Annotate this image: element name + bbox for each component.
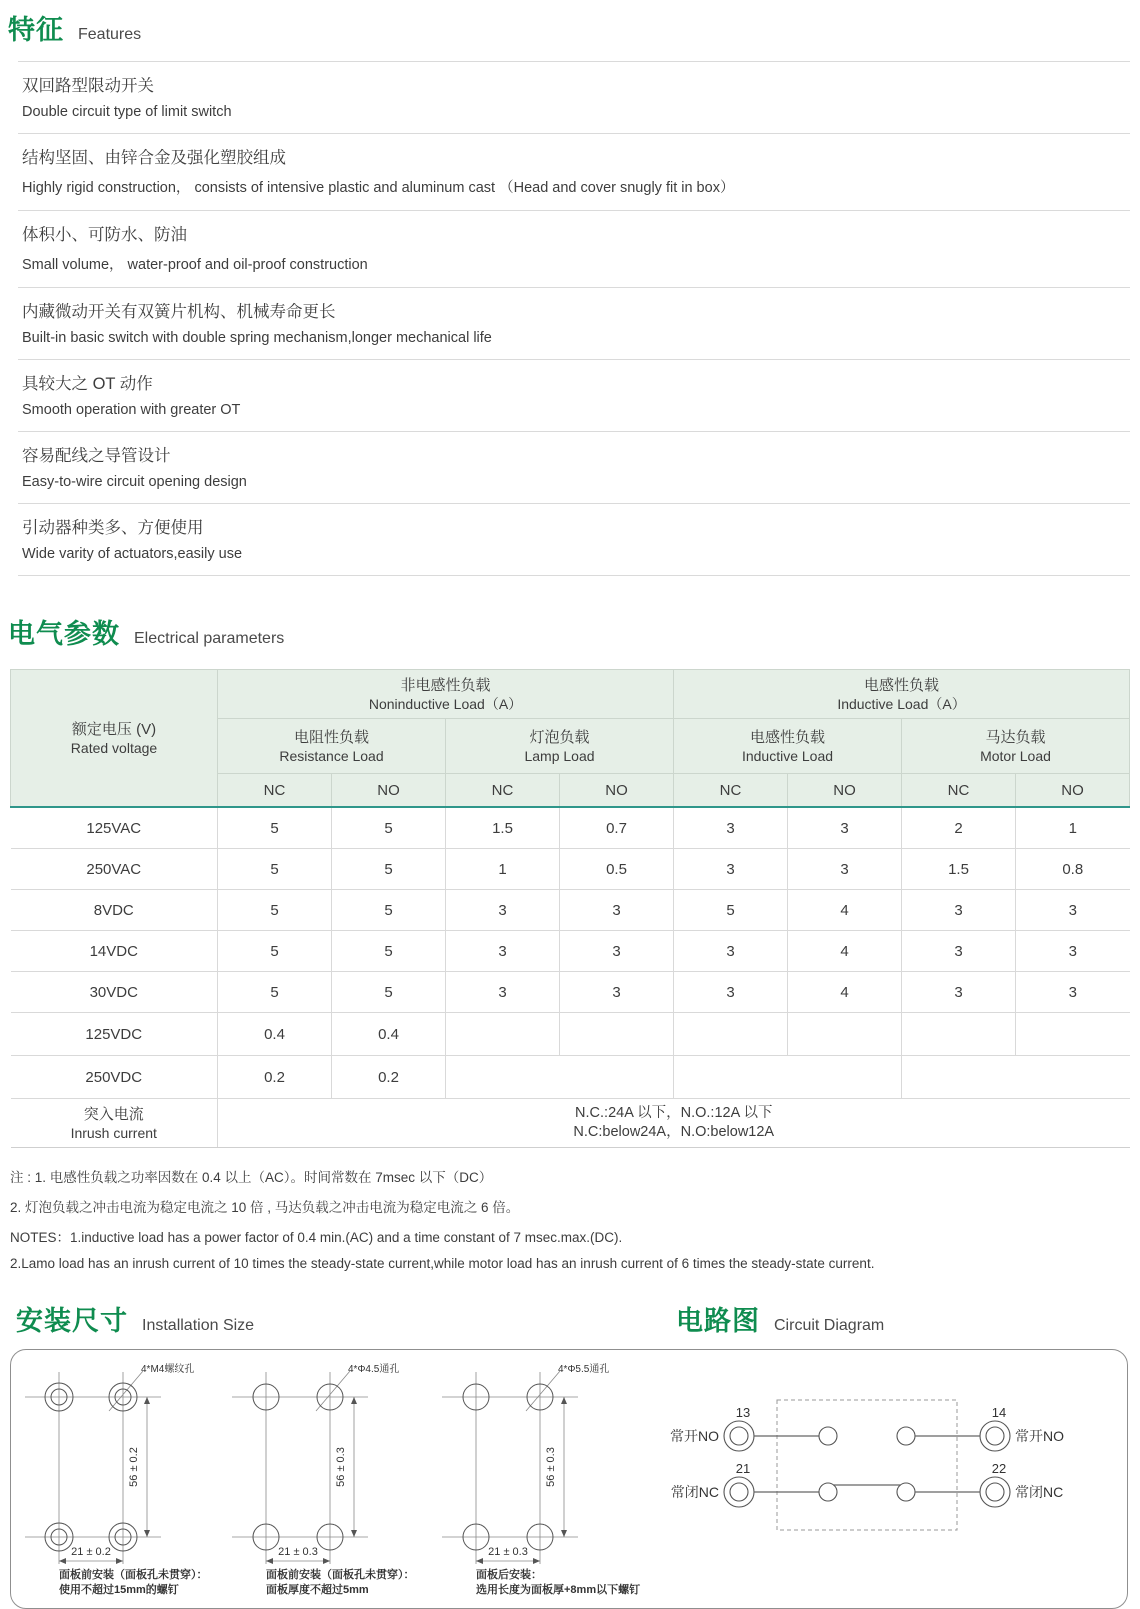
table-row	[11, 972, 1130, 1013]
notes-block	[10, 1166, 1140, 1271]
table-cell: 5	[674, 890, 788, 931]
table-cell: 4	[788, 931, 902, 972]
table-cell: 2	[902, 807, 1016, 849]
rated-voltage-zh: 额定电压 (V)	[71, 720, 157, 738]
electrical-title-zh: 电气参数	[8, 619, 120, 649]
installation-drawing-5-5	[438, 1358, 638, 1570]
row-voltage: 250VDC	[11, 1056, 218, 1099]
no-label-left: 常开NO	[670, 1428, 719, 1444]
row-voltage: 125VAC	[11, 807, 218, 849]
inrush-en: Inrush current	[70, 1124, 157, 1141]
table-cell: 3	[446, 931, 560, 972]
hole-label: 4*Φ4.5通孔	[348, 1364, 400, 1375]
drawing-caption	[476, 1568, 640, 1598]
sub2-en: Lamp Load	[524, 747, 595, 764]
horizontal-dimension: 21 ± 0.3	[488, 1546, 528, 1558]
table-cell: 5	[332, 931, 446, 972]
group1-en: Noninductive Load（A）	[368, 695, 523, 712]
group2-zh: 电感性负载	[864, 676, 940, 694]
table-cell: 3	[560, 931, 674, 972]
row-voltage: 250VAC	[11, 849, 218, 890]
drawings-panel	[10, 1349, 1128, 1609]
table-cell: 0.7	[560, 807, 674, 849]
nc-label-right: 常闭NC	[1015, 1484, 1064, 1500]
caption-line: 面板厚度不超过5mm	[266, 1584, 369, 1596]
table-cell: 3	[788, 807, 902, 849]
table-row	[11, 1056, 1130, 1099]
sub4-zh: 马达负载	[985, 728, 1046, 746]
feature-item	[18, 287, 1130, 359]
feature-zh: 结构坚固、由锌合金及强化塑胶组成	[22, 149, 286, 167]
mounting-holes	[463, 1384, 553, 1550]
installation-drawing-m4	[21, 1358, 221, 1570]
table-cell: 3	[560, 890, 674, 931]
table-cell: 3	[446, 890, 560, 931]
table-cell: 0.4	[332, 1013, 446, 1056]
features-heading	[8, 8, 1140, 47]
row-voltage: 125VDC	[11, 1013, 218, 1056]
header-group-noninductive	[218, 670, 674, 719]
terminal-13: 13	[735, 1405, 751, 1420]
table-cell: 1	[446, 849, 560, 890]
electrical-title-en: Electrical parameters	[134, 630, 285, 647]
header-lamp-load	[446, 719, 674, 774]
sub1-en: Resistance Load	[279, 747, 384, 764]
features-section	[0, 0, 1140, 576]
caption-line: 面板后安装：	[476, 1569, 542, 1581]
table-cell: 3	[674, 972, 788, 1013]
table-cell: 3	[1016, 890, 1130, 931]
header-nc: NC	[218, 774, 332, 808]
feature-zh: 容易配线之导管设计	[22, 447, 171, 465]
electrical-section	[0, 612, 1140, 1271]
table-row	[11, 807, 1130, 849]
feature-zh: 体积小、可防水、防油	[22, 226, 187, 244]
note-line: 2. 灯泡负载之冲击电流为稳定电流之 10 倍 , 马达负载之冲击电流为稳定电流之 6 倍。	[10, 1200, 520, 1215]
feature-zh: 内藏微动开关有双簧片机构、机械寿命更长	[22, 303, 336, 321]
table-cell	[902, 1013, 1016, 1056]
note-line: 2.Lamo load has an inrush current of 10 times the steady-state current,while motor load has an inrush current of 6 times the steady-state current.	[10, 1256, 875, 1271]
drawing-caption	[59, 1568, 208, 1598]
table-cell: 3	[1016, 931, 1130, 972]
group1-zh: 非电感性负载	[400, 676, 491, 694]
feature-item	[18, 503, 1130, 576]
header-rated-voltage	[11, 670, 218, 808]
feature-en: Wide varity of actuators,easily use	[22, 546, 243, 562]
feature-en: Built-in basic switch with double spring mechanism,longer mechanical life	[22, 330, 492, 346]
sub1-zh: 电阻性负载	[293, 728, 369, 746]
electrical-heading	[8, 612, 1140, 651]
header-nc: NC	[902, 774, 1016, 808]
table-cell: 4	[788, 890, 902, 931]
table-cell: 3	[674, 931, 788, 972]
table-cell-merged	[902, 1056, 1130, 1099]
installation-title-zh: 安装尺寸	[16, 1306, 128, 1336]
no-label-right: 常开NO	[1015, 1428, 1064, 1444]
feature-en: Easy-to-wire circuit opening design	[22, 474, 247, 490]
table-cell: 4	[788, 972, 902, 1013]
horizontal-dimension: 21 ± 0.2	[71, 1546, 111, 1558]
features-list	[18, 61, 1130, 576]
table-cell: 5	[332, 807, 446, 849]
table-row	[11, 849, 1130, 890]
table-cell	[560, 1013, 674, 1056]
features-title-en: Features	[78, 26, 142, 43]
feature-item	[18, 133, 1130, 210]
feature-zh: 双回路型限动开关	[22, 77, 154, 95]
nc-circuit	[724, 1477, 1010, 1507]
nc-label-left: 常闭NC	[670, 1484, 719, 1500]
table-cell: 3	[902, 931, 1016, 972]
hole-label: 4*M4螺纹孔	[141, 1364, 195, 1375]
drawing-caption	[266, 1568, 415, 1598]
feature-item	[18, 210, 1130, 287]
table-cell	[1016, 1013, 1130, 1056]
circuit-title-en: Circuit Diagram	[774, 1317, 885, 1334]
vertical-dimension: 56 ± 0.2	[128, 1447, 140, 1487]
caption-line: 面板前安装（面板孔未贯穿）：	[59, 1569, 208, 1581]
features-title-zh: 特征	[8, 15, 64, 45]
horizontal-dimension: 21 ± 0.3	[278, 1546, 318, 1558]
inrush-zh: 突入电流	[83, 1105, 144, 1123]
table-cell: 5	[218, 931, 332, 972]
switch-body-outline	[777, 1400, 957, 1530]
table-cell: 0.8	[1016, 849, 1130, 890]
table-row	[11, 931, 1130, 972]
table-row	[11, 1013, 1130, 1056]
header-no: NO	[1016, 774, 1130, 808]
inrush-label	[11, 1099, 218, 1148]
header-no: NO	[788, 774, 902, 808]
electrical-parameters-table	[10, 669, 1130, 1148]
feature-en: Highly rigid construction， consists of intensive plastic and aluminum cast （Head and cover snugly fit in box）	[22, 180, 735, 196]
table-cell: 0.4	[218, 1013, 332, 1056]
header-nc: NC	[446, 774, 560, 808]
mounting-holes	[253, 1384, 343, 1550]
inrush-value	[218, 1099, 1130, 1148]
sub4-en: Motor Load	[980, 747, 1051, 764]
group2-en: Inductive Load（A）	[837, 695, 966, 712]
hole-label: 4*Φ5.5通孔	[558, 1364, 610, 1375]
header-group-inductive	[674, 670, 1130, 719]
table-cell: 3	[674, 807, 788, 849]
table-cell: 5	[218, 890, 332, 931]
row-voltage: 8VDC	[11, 890, 218, 931]
feature-zh: 引动器种类多、方便使用	[22, 519, 204, 537]
table-cell: 3	[902, 890, 1016, 931]
vertical-dimension: 56 ± 0.3	[335, 1447, 347, 1487]
feature-en: Smooth operation with greater OT	[22, 402, 241, 418]
row-voltage: 14VDC	[11, 931, 218, 972]
table-cell: 5	[218, 807, 332, 849]
header-nc: NC	[674, 774, 788, 808]
table-cell-merged	[674, 1056, 902, 1099]
table-cell: 0.5	[560, 849, 674, 890]
table-cell: 1.5	[446, 807, 560, 849]
table-cell	[674, 1013, 788, 1056]
table-cell: 5	[218, 972, 332, 1013]
header-no: NO	[560, 774, 674, 808]
terminal-21: 21	[735, 1461, 751, 1476]
sub2-zh: 灯泡负载	[529, 728, 590, 746]
header-motor-load	[902, 719, 1130, 774]
caption-line: 面板前安装（面板孔未贯穿）：	[266, 1569, 415, 1581]
inrush-line1: N.C.:24A 以下，N.O.:12A 以下	[575, 1105, 773, 1121]
header-resistance-load	[218, 719, 446, 774]
table-cell: 5	[332, 972, 446, 1013]
rated-voltage-en: Rated voltage	[70, 739, 158, 756]
circuit-heading	[676, 1299, 884, 1338]
no-circuit	[724, 1421, 1010, 1451]
feature-item	[18, 61, 1130, 133]
caption-line: 选用长度为面板厚+8mm以下螺钉	[476, 1584, 641, 1596]
installation-drawing-4-5	[228, 1358, 428, 1570]
sub3-en: Inductive Load	[741, 747, 834, 764]
table-cell	[788, 1013, 902, 1056]
table-cell: 3	[902, 972, 1016, 1013]
note-line: NOTES：1.inductive load has a power factor of 0.4 min.(AC) and a time constant of 7 msec.max.(DC).	[10, 1230, 623, 1245]
inrush-line2: N.C:below24A，N.O:below12A	[573, 1124, 775, 1140]
feature-item	[18, 431, 1130, 503]
installation-title-en: Installation Size	[142, 1317, 255, 1334]
vertical-dimension: 56 ± 0.3	[545, 1447, 557, 1487]
table-cell-merged	[446, 1056, 674, 1099]
header-no: NO	[332, 774, 446, 808]
table-cell: 1.5	[902, 849, 1016, 890]
circuit-title-zh: 电路图	[676, 1306, 760, 1336]
terminal-14: 14	[991, 1405, 1007, 1420]
table-cell: 3	[674, 849, 788, 890]
table-cell: 3	[560, 972, 674, 1013]
header-inductive-load	[674, 719, 902, 774]
inrush-current-row	[11, 1099, 1130, 1148]
table-cell: 3	[788, 849, 902, 890]
table-cell: 5	[332, 849, 446, 890]
note-line: 注 : 1. 电感性负载之功率因数在 0.4 以上（AC）。时间常数在 7msec 以下（DC）	[10, 1170, 493, 1185]
row-voltage: 30VDC	[11, 972, 218, 1013]
bottom-headings	[0, 1299, 1140, 1337]
table-cell	[446, 1013, 560, 1056]
feature-zh: 具较大之 OT 动作	[22, 375, 153, 393]
table-cell: 5	[218, 849, 332, 890]
table-cell: 0.2	[332, 1056, 446, 1099]
table-cell: 3	[1016, 972, 1130, 1013]
construction-lines	[442, 1371, 578, 1564]
circuit-diagram	[663, 1394, 1123, 1554]
table-cell: 1	[1016, 807, 1130, 849]
installation-heading	[16, 1299, 254, 1338]
feature-en: Small volume， water-proof and oil-proof construction	[22, 257, 368, 273]
terminal-22: 22	[991, 1461, 1007, 1476]
feature-item	[18, 359, 1130, 431]
caption-line: 使用不超过15mm的螺钉	[59, 1584, 179, 1596]
sub3-zh: 电感性负载	[749, 728, 825, 746]
table-cell: 3	[446, 972, 560, 1013]
feature-en: Double circuit type of limit switch	[22, 104, 232, 120]
table-cell: 0.2	[218, 1056, 332, 1099]
table-cell: 5	[332, 890, 446, 931]
table-row	[11, 890, 1130, 931]
construction-lines	[232, 1371, 368, 1564]
